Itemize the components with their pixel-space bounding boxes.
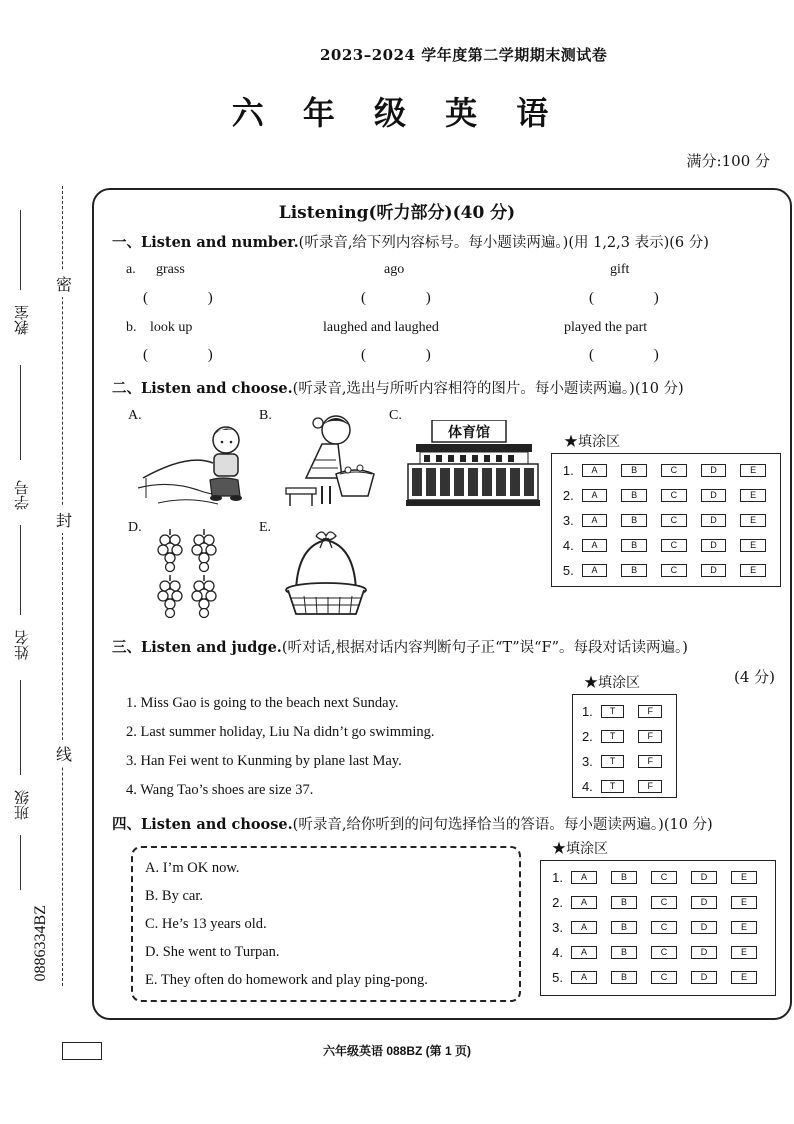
answer-blank[interactable]: ( ) bbox=[143, 290, 241, 306]
basket-illustration bbox=[284, 528, 368, 620]
option-bubble[interactable]: D bbox=[701, 489, 727, 502]
option-bubble[interactable]: F bbox=[638, 780, 662, 793]
side-write-line bbox=[20, 525, 21, 615]
option-bubble[interactable]: D bbox=[691, 921, 717, 934]
side-label-name: 姓名 bbox=[13, 630, 31, 660]
judge-sentence-3: 3. Han Fei went to Kunming by plane last May. bbox=[126, 753, 402, 769]
option-bubble[interactable]: B bbox=[621, 539, 647, 552]
option-bubble[interactable]: E bbox=[740, 489, 766, 502]
seal-char-mi: 密 bbox=[56, 270, 72, 297]
option-bubble[interactable]: C bbox=[661, 464, 687, 477]
option-bubble[interactable]: C bbox=[651, 896, 677, 909]
page-footer: 六年级英语 088BZ (第 1 页) bbox=[322, 1044, 472, 1058]
option-bubble[interactable]: B bbox=[611, 921, 637, 934]
option-bubble[interactable]: T bbox=[601, 755, 625, 768]
answer-row bbox=[573, 699, 676, 724]
exam-header-title: 2023–2024 学年度第二学期期末测试卷 bbox=[320, 46, 608, 64]
option-bubble[interactable]: T bbox=[601, 730, 625, 743]
option-bubble[interactable]: D bbox=[691, 971, 717, 984]
grapes-illustration bbox=[155, 526, 225, 622]
section4-fill-title: ★填涂区 bbox=[552, 841, 608, 857]
option-bubble[interactable]: C bbox=[651, 871, 677, 884]
word-grass: grass bbox=[156, 262, 185, 277]
side-write-line bbox=[20, 365, 21, 460]
full-score: 满分:100 分 bbox=[686, 152, 770, 170]
option-bubble[interactable]: C bbox=[661, 514, 687, 527]
section3-fill-title: ★填涂区 bbox=[584, 675, 640, 691]
answer-row bbox=[541, 940, 775, 965]
answer-row bbox=[573, 724, 676, 749]
option-bubble[interactable]: C bbox=[651, 921, 677, 934]
answer-blank[interactable]: ( ) bbox=[589, 290, 687, 306]
option-bubble[interactable]: F bbox=[638, 730, 662, 743]
option-bubble[interactable]: E bbox=[740, 564, 766, 577]
answer-row bbox=[552, 558, 780, 583]
answer-option-a: A. I’m OK now. bbox=[145, 860, 240, 876]
word-played-the-part: played the part bbox=[564, 320, 648, 335]
option-bubble[interactable]: A bbox=[571, 946, 597, 959]
option-bubble[interactable]: E bbox=[740, 514, 766, 527]
judge-sentence-4: 4. Wang Tao’s shoes are size 37. bbox=[126, 782, 314, 798]
option-bubble[interactable]: A bbox=[571, 971, 597, 984]
gym-building-illustration bbox=[406, 420, 540, 508]
picture-label-b: B. bbox=[259, 408, 272, 423]
option-bubble[interactable]: B bbox=[611, 871, 637, 884]
option-bubble[interactable]: B bbox=[621, 564, 647, 577]
option-bubble[interactable]: B bbox=[621, 464, 647, 477]
word-look-up: look up bbox=[150, 320, 193, 335]
option-bubble[interactable]: A bbox=[582, 564, 608, 577]
row-number: 2. bbox=[552, 895, 563, 910]
answer-blank[interactable]: ( ) bbox=[361, 347, 459, 363]
option-bubble[interactable]: E bbox=[731, 896, 757, 909]
section2-fill-title: ★填涂区 bbox=[564, 434, 620, 450]
option-bubble[interactable]: E bbox=[731, 871, 757, 884]
option-bubble[interactable]: A bbox=[571, 896, 597, 909]
answer-row bbox=[552, 508, 780, 533]
answer-option-c: C. He’s 13 years old. bbox=[145, 916, 267, 932]
row-number: 3. bbox=[562, 513, 574, 528]
row-number: 3. bbox=[552, 920, 563, 935]
option-bubble[interactable]: D bbox=[691, 871, 717, 884]
picture-label-c: C. bbox=[389, 408, 402, 423]
option-bubble[interactable]: A bbox=[571, 921, 597, 934]
answer-row bbox=[573, 749, 676, 774]
seal-char-feng: 封 bbox=[56, 506, 72, 533]
answer-row bbox=[541, 890, 775, 915]
row-number: 5. bbox=[562, 563, 574, 578]
listening-title: Listening(听力部分)(40 分) bbox=[278, 203, 516, 223]
option-bubble[interactable]: A bbox=[582, 514, 608, 527]
answer-option-e: E. They often do homework and play ping-pong. bbox=[145, 972, 428, 988]
answer-option-d: D. She went to Turpan. bbox=[145, 944, 280, 960]
option-bubble[interactable]: D bbox=[701, 464, 727, 477]
row-number: 1. bbox=[581, 704, 593, 719]
option-bubble[interactable]: C bbox=[651, 946, 677, 959]
side-write-line bbox=[20, 680, 21, 775]
option-bubble[interactable]: D bbox=[691, 946, 717, 959]
option-bubble[interactable]: T bbox=[601, 780, 625, 793]
option-bubble[interactable]: B bbox=[611, 946, 637, 959]
row-number: 2. bbox=[581, 729, 593, 744]
section3-score: (4 分) bbox=[734, 668, 776, 686]
answer-row bbox=[541, 965, 775, 990]
fishing-boy-illustration bbox=[138, 418, 250, 508]
answer-row bbox=[541, 865, 775, 890]
option-bubble[interactable]: F bbox=[638, 705, 662, 718]
answer-row bbox=[552, 458, 780, 483]
word-laughed-and-laughed: laughed and laughed bbox=[323, 320, 439, 335]
picture-label-d: D. bbox=[128, 520, 142, 535]
answer-blank[interactable]: ( ) bbox=[143, 347, 241, 363]
side-label-classroom: 教室 bbox=[13, 305, 31, 335]
option-bubble[interactable]: C bbox=[651, 971, 677, 984]
row-number: 4. bbox=[562, 538, 574, 553]
option-bubble[interactable]: E bbox=[731, 971, 757, 984]
row-a-label: a. bbox=[126, 262, 136, 277]
judge-sentence-2: 2. Last summer holiday, Liu Na didn’t go swimming. bbox=[126, 724, 435, 740]
row-number: 4. bbox=[581, 779, 593, 794]
row-number: 1. bbox=[552, 870, 563, 885]
section2-answer-grid bbox=[551, 453, 781, 587]
option-bubble[interactable]: C bbox=[661, 489, 687, 502]
row-number: 3. bbox=[581, 754, 593, 769]
option-bubble[interactable]: E bbox=[731, 921, 757, 934]
option-bubble[interactable]: B bbox=[621, 489, 647, 502]
gym-sign: 体育馆 bbox=[448, 425, 490, 441]
answer-row bbox=[541, 915, 775, 940]
side-label-student-no: 学号 bbox=[13, 480, 31, 510]
answer-option-b: B. By car. bbox=[145, 888, 203, 904]
answer-row bbox=[573, 774, 676, 799]
option-bubble[interactable]: F bbox=[638, 755, 662, 768]
word-ago: ago bbox=[384, 262, 405, 277]
picture-label-e: E. bbox=[259, 520, 272, 535]
answer-blank[interactable]: ( ) bbox=[361, 290, 459, 306]
section3-title: 三、Listen and judge.(听对话,根据对话内容判断句子正“T”误“F”。每段对话读两遍。) bbox=[112, 639, 688, 656]
row-number: 4. bbox=[552, 945, 563, 960]
option-bubble[interactable]: B bbox=[611, 896, 637, 909]
option-bubble[interactable]: A bbox=[571, 871, 597, 884]
picture-label-a: A. bbox=[128, 408, 142, 423]
option-bubble[interactable]: D bbox=[691, 896, 717, 909]
seal-char-xian: 线 bbox=[56, 740, 72, 767]
option-bubble[interactable]: C bbox=[661, 539, 687, 552]
option-bubble[interactable]: D bbox=[701, 539, 727, 552]
side-write-line bbox=[20, 835, 21, 890]
answer-blank[interactable]: ( ) bbox=[589, 347, 687, 363]
row-b-label: b. bbox=[126, 320, 137, 335]
option-bubble[interactable]: E bbox=[731, 946, 757, 959]
row-number: 5. bbox=[552, 970, 563, 985]
row-number: 2. bbox=[562, 488, 574, 503]
judge-sentence-1: 1. Miss Gao is going to the beach next Sunday. bbox=[126, 695, 399, 711]
seal-dashed-line bbox=[62, 186, 63, 986]
option-bubble[interactable]: A bbox=[582, 489, 608, 502]
section3-answer-grid bbox=[572, 694, 677, 798]
girl-washing-illustration bbox=[278, 408, 378, 508]
option-bubble[interactable]: D bbox=[701, 564, 727, 577]
option-bubble[interactable]: A bbox=[582, 464, 608, 477]
section2-title: 二、Listen and choose.(听录音,选出与所听内容相符的图片。每小题读两遍。)(10 分) bbox=[112, 380, 684, 397]
option-bubble[interactable]: B bbox=[621, 514, 647, 527]
answer-row bbox=[552, 483, 780, 508]
row-number: 1. bbox=[562, 463, 574, 478]
option-bubble[interactable]: C bbox=[661, 564, 687, 577]
option-bubble[interactable]: T bbox=[601, 705, 625, 718]
side-label-class: 班级 bbox=[13, 790, 31, 820]
option-bubble[interactable]: E bbox=[740, 539, 766, 552]
option-bubble[interactable]: D bbox=[701, 514, 727, 527]
word-gift: gift bbox=[610, 262, 630, 277]
paper-code: 0886334BZ bbox=[32, 905, 49, 982]
section4-title: 四、Listen and choose.(听录音,给你听到的问句选择恰当的答语。每小题读两遍。)(10 分) bbox=[112, 816, 713, 833]
option-bubble[interactable]: E bbox=[740, 464, 766, 477]
answer-row bbox=[552, 533, 780, 558]
section1-title: 一、Listen and number.(听录音,给下列内容标号。每小题读两遍。)(用 1,2,3 表示)(6 分) bbox=[112, 234, 709, 251]
option-bubble[interactable]: B bbox=[611, 971, 637, 984]
section4-answer-grid bbox=[540, 860, 776, 996]
option-bubble[interactable]: A bbox=[582, 539, 608, 552]
page-title: 六 年 级 英 语 bbox=[231, 94, 563, 132]
